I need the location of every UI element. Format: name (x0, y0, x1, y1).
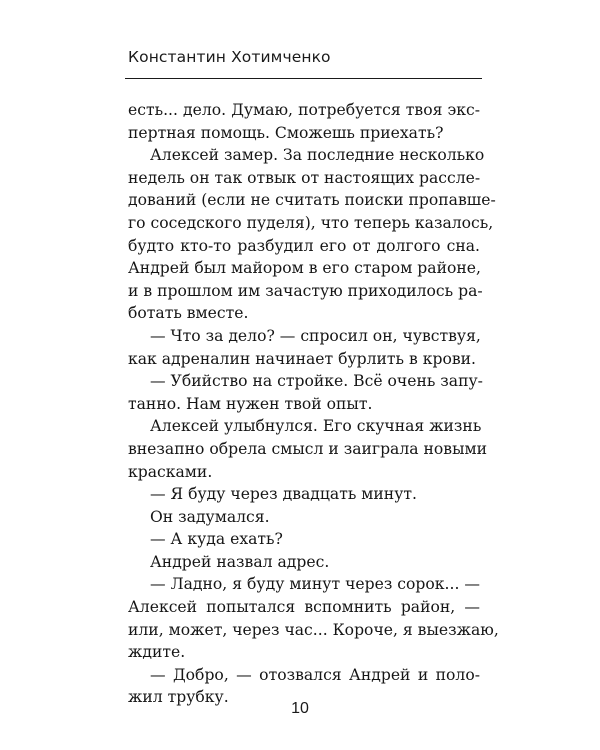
text-line: пертная помощь. Сможешь приехать? (128, 123, 444, 142)
text-line: — Что за дело? — спросил он, чувствуя, (150, 326, 481, 345)
text-line: — Ладно, я буду минут через сорок... — (150, 575, 480, 594)
text-line: дований (если не считать поиски пропавше- (128, 191, 496, 210)
text-line: внезапно обрела смысл и заиграла новыми (128, 439, 487, 458)
text-line: будто кто-то разбудил его от долгого сна. (128, 236, 480, 255)
text-line: жил трубку. (128, 688, 229, 707)
text-line: Андрей был майором в его старом районе, (128, 259, 481, 278)
running-head-author: Константин Хотимченко (128, 48, 331, 66)
text-line: недель он так отвык от настоящих рассле- (128, 168, 481, 187)
text-line: Алексей улыбнулся. Его скучная жизнь (150, 417, 482, 436)
text-line: ждите. (128, 643, 186, 662)
text-line: Алексей попытался вспомнить район, — (128, 598, 480, 617)
text-line: — Убийство на стройке. Всё очень запу- (150, 372, 483, 391)
text-line: го соседского пуделя), что теперь казалось, (128, 213, 494, 232)
header-rule (125, 78, 482, 79)
text-line: Алексей замер. За последние несколько (150, 146, 485, 165)
text-line: как адреналин начинает бурлить в крови. (128, 349, 476, 368)
text-line: Он задумался. (150, 507, 270, 526)
text-line: Андрей назвал адрес. (150, 552, 330, 571)
text-line: ботать вместе. (128, 304, 249, 323)
text-line: танно. Нам нужен твой опыт. (128, 394, 373, 413)
text-line: есть... дело. Думаю, потребуется твоя экс- (128, 101, 480, 119)
text-line: — Добро, — отозвался Андрей и поло- (150, 665, 480, 684)
page-number: 10 (291, 700, 309, 717)
text-line: — А куда ехать? (150, 530, 283, 549)
text-line: красками. (128, 462, 213, 481)
text-line: и в прошлом им зачастую приходилось ра- (128, 281, 483, 300)
body-text (128, 99, 499, 709)
text-line: или, может, через час... Короче, я выезжаю, (128, 620, 499, 639)
text-line: — Я буду через двадцать минут. (150, 485, 417, 504)
